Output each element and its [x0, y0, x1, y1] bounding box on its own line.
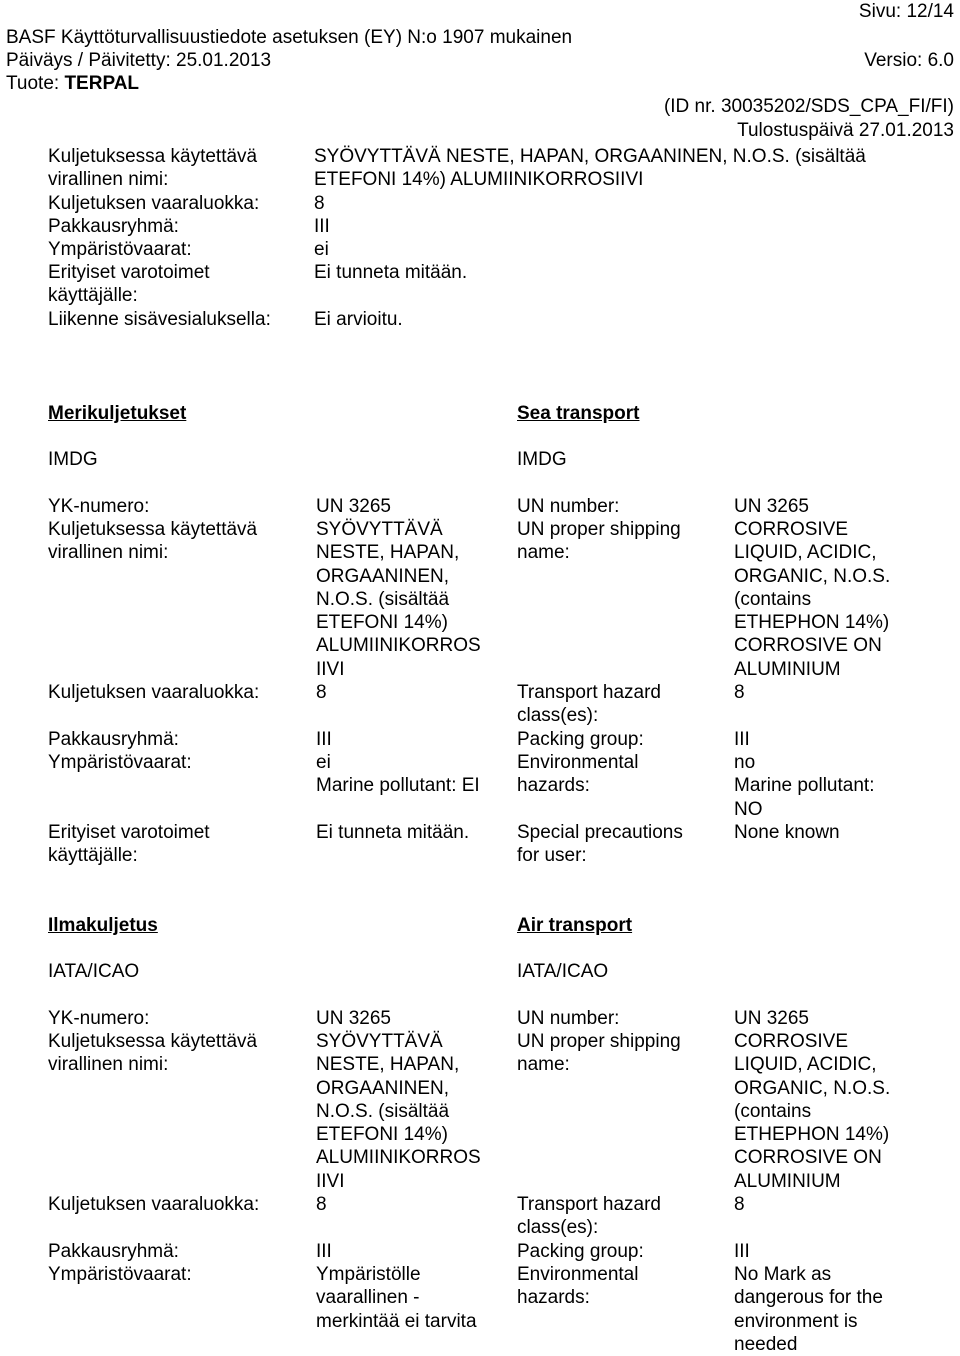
page-number: Sivu: 12/14: [858, 1, 954, 22]
value-line: ALUMIINIKORROS: [316, 635, 481, 657]
value-line: Ympäristölle: [316, 1264, 421, 1285]
air-fi-label-un: YK-numero:: [48, 1008, 150, 1029]
top-value-packing-group: III: [314, 216, 330, 237]
label-line: virallinen nimi:: [48, 169, 169, 191]
top-value-env-hazards: ei: [314, 239, 329, 260]
value-line: ORGAANINEN,: [316, 565, 450, 587]
label-line: name:: [517, 542, 570, 564]
label-line: UN proper shipping: [517, 1031, 681, 1052]
label-line: Kuljetuksessa käytettävä: [48, 146, 258, 167]
sea-fi-label-env-hazards: Ympäristövaarat:: [48, 752, 192, 773]
value-line: (contains: [734, 588, 812, 610]
air-fi-value-un: UN 3265: [316, 1008, 391, 1029]
sea-en-value-hazard-class: 8: [734, 682, 745, 703]
air-fi-title: Ilmakuljetus: [48, 915, 158, 936]
document-id: (ID nr. 30035202/SDS_CPA_FI/FI): [663, 96, 954, 117]
air-en-label-un: UN number:: [517, 1008, 620, 1029]
air-fi-label-env-hazards: Ympäristövaarat:: [48, 1264, 192, 1285]
air-en-label-packing-group: Packing group:: [517, 1241, 644, 1262]
value-line: ETEFONI 14%): [316, 1124, 448, 1146]
air-fi-value-hazard-class: 8: [316, 1194, 327, 1215]
value-line: ei: [316, 752, 331, 773]
label-line: käyttäjälle:: [48, 845, 138, 867]
label-line: Special precautions: [517, 822, 683, 843]
sea-fi-value-un: UN 3265: [316, 496, 391, 517]
value-line: SYÖVYTTÄVÄ: [316, 1031, 443, 1052]
sea-en-value-special-precautions: None known: [734, 822, 840, 843]
sea-fi-label-shipping-name: [48, 518, 257, 565]
product-line: [6, 73, 139, 95]
top-label-special-precautions: [48, 261, 210, 308]
sea-en-value-shipping-name: [734, 518, 890, 681]
sea-en-label-packing-group: Packing group:: [517, 729, 644, 750]
air-en-value-un: UN 3265: [734, 1008, 809, 1029]
label-line: Kuljetuksessa käytettävä: [48, 1031, 258, 1052]
top-value-hazard-class: 8: [314, 193, 325, 214]
value-line: NESTE, HAPAN,: [316, 542, 460, 564]
air-fi-label-packing-group: Pakkausryhmä:: [48, 1241, 179, 1262]
label-line: Environmental: [517, 1264, 639, 1285]
sea-fi-value-shipping-name: [316, 518, 481, 681]
sea-fi-label-hazard-class: Kuljetuksen vaaraluokka:: [48, 682, 260, 703]
value-line: ETHEPHON 14%): [734, 612, 890, 634]
sea-en-code: IMDG: [517, 449, 567, 470]
value-line: ETHEPHON 14%): [734, 1124, 890, 1146]
value-line: LIQUID, ACIDIC,: [734, 542, 877, 564]
value-line: Marine pollutant:: [734, 775, 875, 797]
value-line: Marine pollutant: EI: [316, 775, 480, 797]
label-line: hazards:: [517, 1287, 590, 1309]
value-line: merkintää ei tarvita: [316, 1310, 477, 1332]
label-line: Kuljetuksessa käytettävä: [48, 519, 258, 540]
value-line: CORROSIVE ON: [734, 1147, 882, 1169]
air-fi-value-env-hazards: [316, 1263, 477, 1333]
sea-en-label-env-hazards: [517, 751, 638, 798]
value-line: environment is: [734, 1310, 858, 1332]
top-label-inland-waterway: Liikenne sisävesialuksella:: [48, 309, 271, 330]
value-line: N.O.S. (sisältää: [316, 588, 450, 610]
sea-en-value-packing-group: III: [734, 729, 750, 750]
air-en-label-env-hazards: [517, 1263, 638, 1310]
sea-en-value-env-hazards: [734, 751, 874, 821]
document-date: Päiväys / Päivitetty: 25.01.2013: [6, 50, 272, 71]
sea-fi-code: IMDG: [48, 449, 98, 470]
label-line: Erityiset varotoimet: [48, 822, 210, 843]
value-line: ALUMIINIKORROS: [316, 1147, 481, 1169]
sea-fi-label-special-precautions: [48, 821, 210, 868]
value-line: ORGANIC, N.O.S.: [734, 1077, 891, 1099]
print-date: Tulostuspäivä 27.01.2013: [737, 120, 954, 141]
label-line: UN proper shipping: [517, 519, 681, 540]
value-line: SYÖVYTTÄVÄ NESTE, HAPAN, ORGAANINEN, N.O.S. (sisältää: [314, 146, 866, 167]
air-en-label-hazard-class: [517, 1193, 661, 1240]
value-line: IIVI: [316, 658, 345, 680]
air-en-title: Air transport: [517, 915, 633, 936]
label-line: hazards:: [517, 775, 590, 797]
value-line: N.O.S. (sisältää: [316, 1100, 450, 1122]
top-label-packing-group: Pakkausryhmä:: [48, 216, 179, 237]
label-line: class(es):: [517, 1217, 599, 1239]
sea-en-value-un: UN 3265: [734, 496, 809, 517]
top-label-shipping-name: [48, 145, 257, 192]
label-line: virallinen nimi:: [48, 1054, 169, 1076]
value-line: NESTE, HAPAN,: [316, 1054, 460, 1076]
sea-fi-value-packing-group: III: [316, 729, 332, 750]
air-fi-label-hazard-class: Kuljetuksen vaaraluokka:: [48, 1194, 260, 1215]
air-en-value-env-hazards: [734, 1263, 883, 1356]
air-en-value-hazard-class: 8: [734, 1194, 745, 1215]
value-line: CORROSIVE: [734, 519, 849, 540]
value-line: SYÖVYTTÄVÄ: [316, 519, 443, 540]
value-line: ORGAANINEN,: [316, 1077, 450, 1099]
product-name: TERPAL: [64, 73, 140, 94]
value-line: CORROSIVE: [734, 1031, 849, 1052]
document-title: BASF Käyttöturvallisuustiedote asetuksen (EY) N:o 1907 mukainen: [6, 27, 573, 48]
label-line: class(es):: [517, 705, 599, 727]
sea-en-label-hazard-class: [517, 681, 661, 728]
air-en-label-shipping-name: [517, 1030, 681, 1077]
sea-fi-value-hazard-class: 8: [316, 682, 327, 703]
value-line: IIVI: [316, 1170, 345, 1192]
label-line: for user:: [517, 845, 587, 867]
air-fi-code: IATA/ICAO: [48, 961, 140, 982]
sea-en-label-special-precautions: [517, 821, 683, 868]
sea-fi-title: Merikuljetukset: [48, 403, 187, 424]
air-fi-label-shipping-name: [48, 1030, 257, 1077]
top-value-inland-waterway: Ei arvioitu.: [314, 309, 403, 330]
value-line: needed: [734, 1333, 798, 1355]
label-line: Erityiset varotoimet: [48, 262, 210, 283]
value-line: (contains: [734, 1100, 812, 1122]
label-line: virallinen nimi:: [48, 542, 169, 564]
air-en-value-shipping-name: [734, 1030, 890, 1193]
sea-en-label-shipping-name: [517, 518, 681, 565]
top-value-shipping-name: [314, 145, 866, 192]
product-label: Tuote:: [6, 73, 65, 94]
air-fi-value-shipping-name: [316, 1030, 481, 1193]
label-line: Environmental: [517, 752, 639, 773]
value-line: LIQUID, ACIDIC,: [734, 1054, 877, 1076]
value-line: dangerous for the: [734, 1287, 883, 1309]
air-fi-value-packing-group: III: [316, 1241, 332, 1262]
label-line: käyttäjälle:: [48, 285, 138, 307]
top-label-hazard-class: Kuljetuksen vaaraluokka:: [48, 193, 260, 214]
value-line: ORGANIC, N.O.S.: [734, 565, 891, 587]
value-line: ALUMINIUM: [734, 1170, 841, 1192]
document-version: Versio: 6.0: [864, 50, 954, 71]
air-en-code: IATA/ICAO: [517, 961, 609, 982]
value-line: No Mark as: [734, 1264, 832, 1285]
sea-fi-label-packing-group: Pakkausryhmä:: [48, 729, 179, 750]
sea-en-label-un: UN number:: [517, 496, 620, 517]
top-value-special-precautions: Ei tunneta mitään.: [314, 262, 468, 283]
label-line: Transport hazard: [517, 682, 661, 703]
label-line: name:: [517, 1054, 570, 1076]
sea-en-title: Sea transport: [517, 403, 640, 424]
sea-fi-label-un: YK-numero:: [48, 496, 150, 517]
value-line: ETEFONI 14%) ALUMIINIKORROSIIVI: [314, 169, 644, 191]
value-line: ETEFONI 14%): [316, 612, 448, 634]
value-line: NO: [734, 798, 763, 820]
sea-fi-value-env-hazards: [316, 751, 480, 798]
value-line: vaarallinen -: [316, 1287, 420, 1309]
label-line: Transport hazard: [517, 1194, 661, 1215]
sea-fi-value-special-precautions: Ei tunneta mitään.: [316, 822, 470, 843]
value-line: ALUMINIUM: [734, 658, 841, 680]
value-line: no: [734, 752, 756, 773]
value-line: CORROSIVE ON: [734, 635, 882, 657]
air-en-value-packing-group: III: [734, 1241, 750, 1262]
top-label-env-hazards: Ympäristövaarat:: [48, 239, 192, 260]
